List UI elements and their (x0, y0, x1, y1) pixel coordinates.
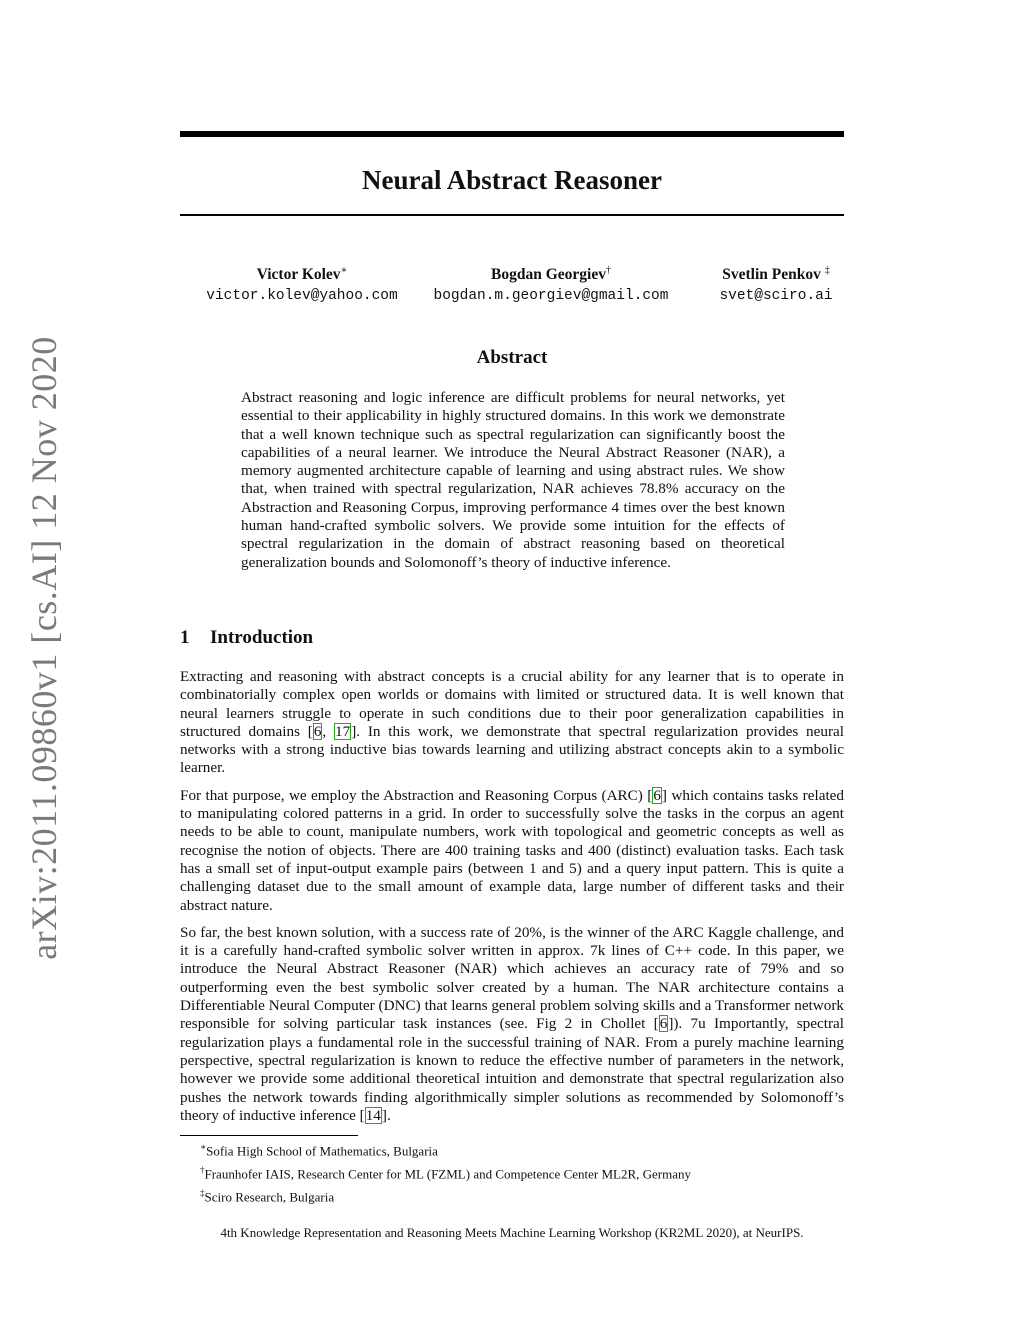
author-email: victor.kolev@yahoo.com (206, 288, 398, 305)
paragraph-text: For that purpose, we employ the Abstraction and Reasoning Corpus (ARC) [ (180, 786, 653, 804)
author-footnote-mark: ∗ (340, 265, 348, 276)
paper-title: Neural Abstract Reasoner (362, 165, 662, 195)
paragraph-text: , (322, 722, 335, 740)
introduction-body (180, 668, 844, 1134)
author-block-1 (196, 260, 408, 306)
footnote-text: Fraunhofer IAIS, Research Center for ML (FZML) and Competence Center ML2R, Germany (204, 1166, 692, 1182)
footnote-text: Sofia High School of Mathematics, Bulgaria (206, 1143, 438, 1159)
footnote-text: Sciro Research, Bulgaria (204, 1188, 335, 1204)
paragraph-2 (180, 787, 844, 915)
footnote-rule (180, 1135, 358, 1136)
citation-link[interactable]: 6 (313, 722, 322, 740)
author-footnote-mark: ‡ (824, 265, 830, 276)
paragraph-text: So far, the best known solution, with a success rate of 20%, is the winner of the ARC Kaggle challenge, and it is a carefully hand-crafted symbolic solver written in approx. 7k lines of C++ code. In this paper, we introduce the Neural Abstract Reasoner (NAR) which achieves an accuracy rate of 79% and so outperforming even the best symbolic solver created by a human. The NAR architecture contains a Differentiable Neural Computer (DNC) that learns general problem solving skills and a Transformer network responsible for solving particular task instances (see. Fig 2 in Chollet [ (180, 923, 844, 1033)
paragraph-text: ]. (381, 1106, 391, 1124)
footnote-1 (200, 1138, 840, 1161)
footnotes (200, 1138, 840, 1206)
citation-link[interactable]: 17 (335, 722, 351, 740)
paragraph-3 (180, 924, 844, 1125)
title-top-rule (180, 131, 844, 137)
footnote-2 (200, 1161, 840, 1184)
footnote-3 (200, 1184, 840, 1207)
section-title: Introduction (210, 627, 314, 648)
author-name: Svetlin Penkov (722, 266, 821, 284)
author-block-2 (420, 260, 682, 306)
abstract-text: Abstract reasoning and logic inference are difficult problems for neural networks, yet essential to their applicability in highly structured domains. In this work we demonstrate that a well known technique such as spectral regularization can significantly boost the capabilities of a neural learner. We introduce the Neural Abstract Reasoner (NAR), a memory augmented architecture capable of learning and using abstract rules. We show that, when trained with spectral regularization, NAR achieves 78.8% accuracy on the Abstraction and Reasoning Corpus, improving performance 4 times over the best known human hand-crafted symbolic solvers. We provide some intuition for the effects of spectral regularization in the domain of abstract reasoning based on theoretical generalization bounds and Solomonoff’s theory of inductive inference. (241, 389, 785, 571)
abstract-heading: Abstract (476, 347, 548, 368)
paragraph-text: Extracting and reasoning with abstract concepts is a crucial ability for any learner that is to operate in combinatorially complex open worlds or domains with limited or structured data. It is well known that neural learners struggle to operate in such conditions due to their poor generalization capabilities in structured domains [ (180, 668, 844, 740)
footnote-mark: † (200, 1164, 205, 1175)
footnote-mark: ∗ (200, 1142, 207, 1152)
author-footnote-mark: † (605, 265, 611, 276)
paragraph-text: ] which contains tasks related to manipulating colored patterns in a grid. In order to successfully solve the tasks in the corpus an agent needs to be able to count, manipulate numbers, work with topological and geometric concepts as well as recognise the notion of objects. There are 400 training tasks and 400 (distinct) evaluation tasks. Each task has a small set of input-output example pairs (between 1 and 5) and a query input pattern. This is quite a challenging dataset due to the small amount of example data, large number of different tasks and their abstract nature. (180, 786, 844, 914)
author-name: Victor Kolev (256, 266, 341, 284)
author-block-3 (694, 260, 858, 306)
venue-footer: 4th Knowledge Representation and Reasoning Meets Machine Learning Workshop (KR2ML 2020), at NeurIPS. (220, 1225, 804, 1240)
citation-link[interactable]: 6 (653, 786, 661, 804)
paragraph-1 (180, 668, 844, 778)
author-email: bogdan.m.georgiev@gmail.com (433, 288, 669, 305)
section-number: 1 (180, 627, 190, 648)
author-email: svet@sciro.ai (719, 288, 833, 305)
paragraph-text: ]). 7u Importantly, spectral regularization plays a fundamental role in the successful training of NAR. From a purely machine learning perspective, spectral regularization is known to reduce the effective number of parameters in the network, however we provide some additional theoretical intuition and demonstrate that spectral regularization also pushes the network towards finding algorithmically simpler solutions as recommended by Solomonoff’s theory of inductive inference [ (180, 1015, 844, 1124)
paragraph-text: ]. In this work, we demonstrate that spectral regularization provides neural networks with a strong inductive bias towards learning and utilizing abstract concepts akin to a symbolic learner. (180, 722, 844, 777)
author-name: Bogdan Georgiev (491, 266, 606, 284)
title-bottom-rule (180, 214, 844, 216)
footnote-mark: ‡ (200, 1187, 205, 1198)
citation-link[interactable]: 6 (659, 1015, 668, 1033)
section-heading-introduction (180, 624, 844, 652)
citation-link[interactable]: 14 (365, 1106, 381, 1124)
arxiv-identifier-stamp: arXiv:2011.09860v1 [cs.AI] 12 Nov 2020 (24, 336, 64, 960)
